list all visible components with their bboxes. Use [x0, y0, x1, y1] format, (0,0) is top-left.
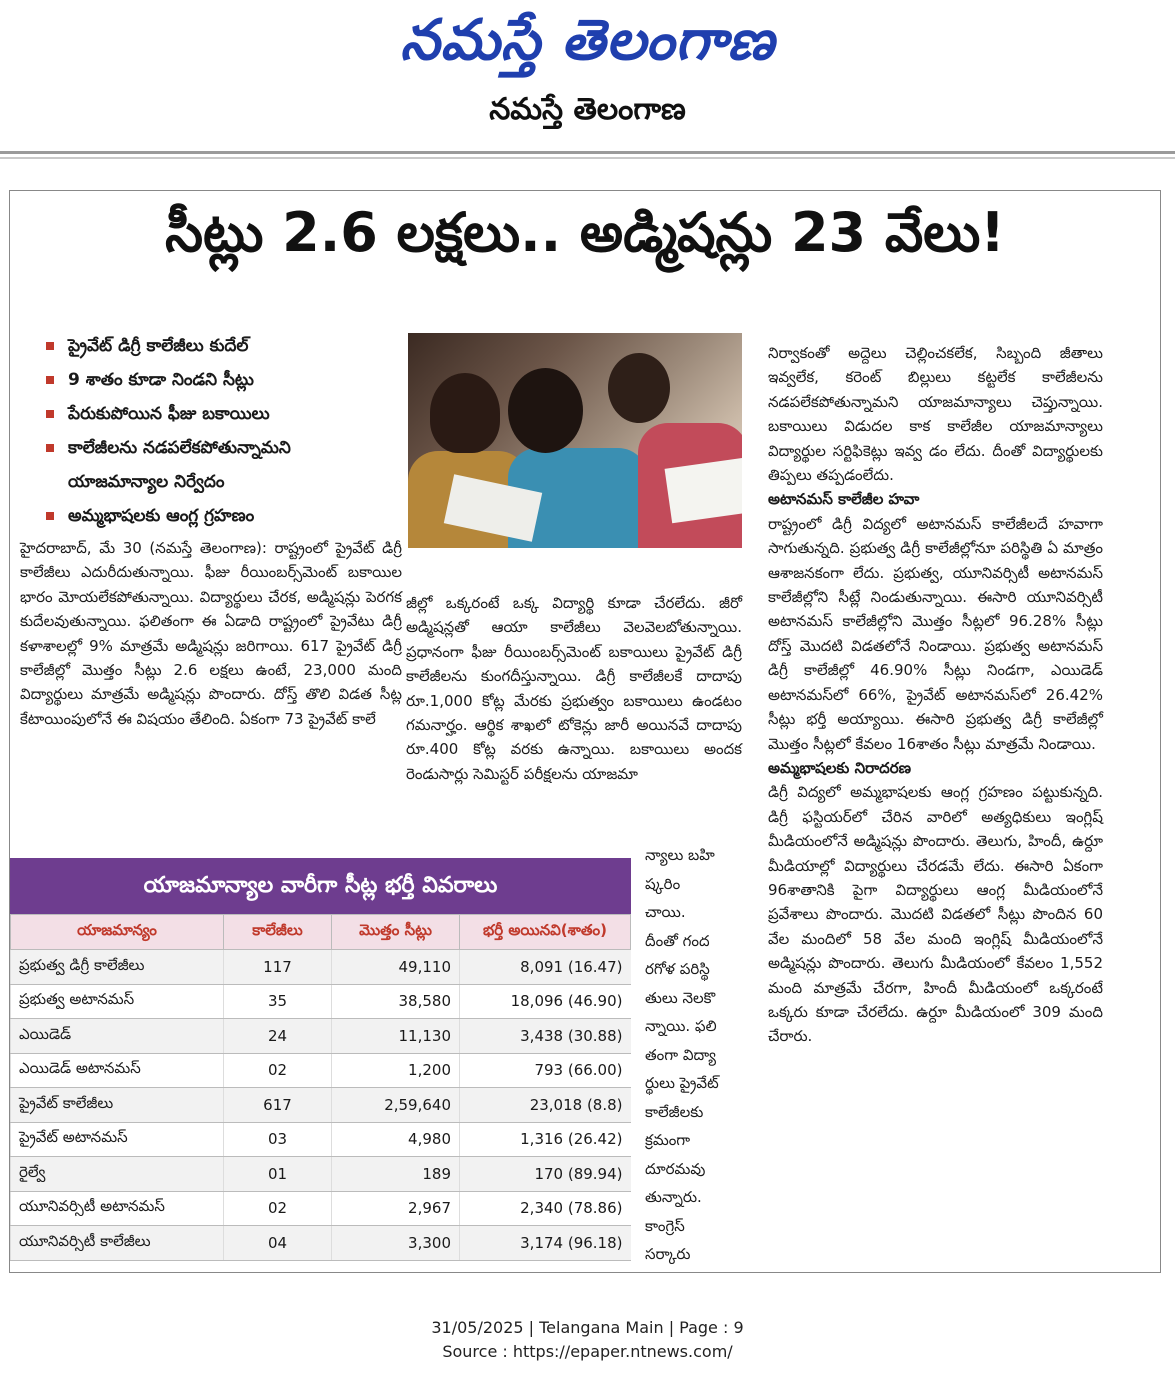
table-row	[11, 1122, 631, 1157]
cell-total-seats: 2,967	[332, 1191, 460, 1226]
header-filled: భర్తీ అయినవి(శాతం)	[460, 915, 631, 950]
highlight-bullets	[40, 329, 410, 533]
narrow-line: తులు నెలకొ	[645, 988, 716, 1007]
article-narrow-column	[645, 841, 745, 1269]
table-title: యాజమాన్యాల వారీగా సీట్ల భర్తీ వివరాలు	[10, 858, 631, 914]
narrow-line: రగోళ పరిస్థి	[645, 960, 710, 978]
bullet-item: పేరుకుపోయిన ఫీజు బకాయిలు	[40, 397, 410, 431]
cell-colleges: 24	[224, 1019, 332, 1054]
cell-filled: 23,018 (8.8)	[460, 1088, 631, 1123]
narrow-line: తంగా విద్యా	[645, 1045, 716, 1064]
cell-management: ప్రైవేట్ కాలేజీలు	[11, 1088, 224, 1123]
table-row	[11, 950, 631, 985]
cell-management: ఎయిడెడ్	[11, 1019, 224, 1054]
seat-fill-table-box	[10, 858, 631, 1272]
bullet-item: కాలేజీలను నడపలేకపోతున్నామని	[40, 431, 410, 465]
cell-colleges: 03	[224, 1122, 332, 1157]
header-total-seats: మొత్తం సీట్లు	[332, 915, 460, 950]
edition-info: 31/05/2025 | Telangana Main | Page : 9	[431, 1318, 744, 1337]
cell-filled: 793 (66.00)	[460, 1053, 631, 1088]
narrow-line: న్నాయి. ఫలి	[645, 1017, 717, 1035]
cell-colleges: 01	[224, 1157, 332, 1192]
header-management: యాజమాన్యం	[11, 915, 224, 950]
narrow-line: కాంగ్రెస్	[645, 1216, 685, 1235]
cell-total-seats: 189	[332, 1157, 460, 1192]
article-subheading: అటానమస్ కాలేజీల హవా	[768, 490, 920, 509]
narrow-line: న్యాలు బహి	[645, 846, 715, 864]
header-colleges: కాలేజీలు	[224, 915, 332, 950]
cell-colleges: 117	[224, 950, 332, 985]
narrow-line: సర్కారు	[645, 1245, 691, 1263]
cell-management: ఎయిడెడ్ అటానమస్	[11, 1053, 224, 1088]
cell-filled: 1,316 (26.42)	[460, 1122, 631, 1157]
newspaper-logo: నమస్తే తెలంగాణ	[400, 8, 775, 73]
cell-colleges: 617	[224, 1088, 332, 1123]
news-article	[9, 190, 1161, 1273]
cell-colleges: 02	[224, 1053, 332, 1088]
article-column-2	[406, 591, 742, 786]
narrow-line: చాయి.	[645, 903, 686, 921]
bullet-item-continued: యాజమాన్యాల నిర్వేదం	[68, 472, 225, 492]
article-paragraph: డిగ్రీ విద్యలో అమ్మభాషలకు ఆంగ్ల గ్రహణం పట్టుకున్నది. డిగ్రీ ఫస్టియర్‌లో చేరిన వారిలో అత్యధికులు ఇంగ్లిష్ మీడియంలోనే అడ్మిషన్లు పొందారు. తెలుగు, హిందీ, ఉర్దూ మీడియాల్లో విద్యార్థులు చేరడమే లేదు. ఈసారి ఏకంగా 96శాతానికి పైగా విద్యార్థులు ఆంగ్ల మీడియంలోనే ప్రవేశాలు పొందారు. మొదటి విడతలో సీట్లు పొందిన 60 వేల మందిలో 58 వేల మంది ఇంగ్లిష్ మీడియంలోనే అడ్మిషన్లు పొందారు. తెలుగు మీడియంలో కేవలం 1,552 మంది మాత్రమే చేరగా, హిందీ మీడియంలో ఒక్కరంటే ఒక్కరు కూడా చేరలేదు. ఉర్దూ మీడియంలో 309 మంది చేరారు.	[768, 783, 1103, 1046]
cell-filled: 170 (89.94)	[460, 1157, 631, 1192]
page-footer	[0, 1316, 1175, 1364]
students-photo	[408, 333, 742, 548]
masthead	[0, 0, 1175, 150]
table-row	[11, 1053, 631, 1088]
cell-total-seats: 11,130	[332, 1019, 460, 1054]
table-row	[11, 1019, 631, 1054]
article-column-3	[768, 341, 1103, 1049]
cell-total-seats: 4,980	[332, 1122, 460, 1157]
bullet-item: 9 శాతం కూడా నిండని సీట్లు	[40, 363, 410, 397]
masthead-rule	[0, 151, 1175, 154]
cell-management: ప్రభుత్వ డిగ్రీ కాలేజీలు	[11, 950, 224, 985]
newspaper-subtitle: నమస్తే తెలంగాణ	[489, 92, 686, 127]
cell-colleges: 04	[224, 1226, 332, 1261]
article-subheading: అమ్మభాషలకు నిరాదరణ	[768, 758, 912, 777]
table-row	[11, 1226, 631, 1261]
narrow-line: తున్నారు.	[645, 1188, 702, 1206]
cell-colleges: 35	[224, 984, 332, 1019]
cell-filled: 8,091 (16.47)	[460, 950, 631, 985]
cell-total-seats: 49,110	[332, 950, 460, 985]
cell-filled: 3,438 (30.88)	[460, 1019, 631, 1054]
article-column-1	[20, 536, 402, 731]
cell-filled: 3,174 (96.18)	[460, 1226, 631, 1261]
narrow-line: క్రమంగా	[645, 1131, 691, 1149]
cell-filled: 2,340 (78.86)	[460, 1191, 631, 1226]
source-link: Source : https://epaper.ntnews.com/	[442, 1342, 733, 1361]
cell-total-seats: 38,580	[332, 984, 460, 1019]
seat-fill-table	[10, 914, 631, 1261]
cell-total-seats: 3,300	[332, 1226, 460, 1261]
table-row	[11, 1191, 631, 1226]
article-paragraph: జీల్లో ఒక్కరంటే ఒక్క విద్యార్థి కూడా చేరలేదు. జీరో అడ్మిషన్లతో ఆయా కాలేజీలు వెలవెలబోతున్నాయి. ప్రధానంగా ఫీజు రీయింబర్స్‌మెంట్ బకాయిలు ప్రైవేట్ డిగ్రీ కాలేజీలను కుంగదీస్తున్నాయి. డిగ్రీ కాలేజీలకే దాదాపు రూ.1,000 కోట్ల మేరకు ప్రభుత్వం బకాయిలు ఉండటం గమనార్హం. ఆర్థిక శాఖలో టోకెన్లు జారీ అయినవే దాదాపు రూ.400 కోట్ల వరకు ఉన్నాయి. బకాయిలు అందక రెండుసార్లు సెమిస్టర్ పరీక్షలను యాజమా	[406, 594, 742, 783]
cell-filled: 18,096 (46.90)	[460, 984, 631, 1019]
cell-management: ప్రైవేట్ అటానమస్	[11, 1122, 224, 1157]
cell-management: యూనివర్సిటీ అటానమస్	[11, 1191, 224, 1226]
article-paragraph: హైదరాబాద్, మే 30 (నమస్తే తెలంగాణ): రాష్ట్రంలో ప్రైవేట్ డిగ్రీ కాలేజీలు ఎదురీదుతున్నాయి. ఫీజు రీయింబర్స్‌మెంట్ బకాయిల భారం మోయలేకపోతున్నాయి. విద్యార్థులు చేరక, అడ్మిషన్లు పెరగక కుదేలవుతున్నాయి. ఫలితంగా ఈ ఏడాది రాష్ట్రంలో ప్రైవేటు డిగ్రీ కళాశాలల్లో 9% మాత్రమే అడ్మిషన్లు జరిగాయి. 617 ప్రైవేట్ డిగ్రీ కాలేజీల్లో మొత్తం సీట్లు 2.6 లక్షలు ఉంటే, 23,000 మంది విద్యార్థులు మాత్రమే అడ్మిషన్లు పొందారు. దోస్త్ తొలి విడత సీట్ల కేటాయింపులోనే ఈ విషయం తేలింది. ఏకంగా 73 ప్రైవేట్ కాలే	[20, 539, 402, 728]
table-header-row	[11, 915, 631, 950]
article-paragraph: రాష్ట్రంలో డిగ్రీ విద్యలో అటానమస్ కాలేజీలదే హవాగా సాగుతున్నది. ప్రభుత్వ డిగ్రీ కాలేజీల్లోనూ పరిస్థితి ఏ మాత్రం ఆశాజనకంగా లేదు. ప్రభుత్వ, యూనివర్సిటీ అటానమస్ కాలేజీల్లోని సీట్లే నిండుతున్నాయి. ఈసారి యూనివర్సిటీ అటానమస్ కాలేజీల్లోని మొత్తం సీట్లలో 96.28% సీట్లు దోస్త్ మొదటి విడతలోనే నిండాయి. ప్రభుత్వ అటానమస్ డిగ్రీ కాలేజీల్లో 46.90% సీట్లు నిండగా, ఎయిడెడ్ అటానమస్‌లో 66%, ప్రైవేట్ అటానమస్‌లో 26.42% సీట్లు భర్తీ అయ్యాయి. ఈసారి ప్రభుత్వ డిగ్రీ కాలేజీల్లో మొత్తం సీట్లలో కేవలం 16శాతం సీట్లు మాత్రమే నిండాయి.	[768, 514, 1103, 753]
table-row	[11, 1157, 631, 1192]
cell-management: యూనివర్సిటీ కాలేజీలు	[11, 1226, 224, 1261]
cell-management: ప్రభుత్వ అటానమస్	[11, 984, 224, 1019]
table-row	[11, 1088, 631, 1123]
cell-colleges: 02	[224, 1191, 332, 1226]
bullet-item: అమ్మభాషలకు ఆంగ్ల గ్రహణం	[40, 499, 410, 533]
cell-total-seats: 2,59,640	[332, 1088, 460, 1123]
narrow-line: దీంతో గంద	[645, 931, 710, 950]
cell-total-seats: 1,200	[332, 1053, 460, 1088]
table-row	[11, 984, 631, 1019]
narrow-line: దూరమవు	[645, 1159, 706, 1178]
article-paragraph: నిర్వాకంతో అద్దెలు చెల్లించకలేక, సిబ్బంది జీతాలు ఇవ్వలేక, కరెంట్ బిల్లులు కట్టలేక కాలేజీలను నడపలేకపోతున్నామని యాజమాన్యాలు చెప్తున్నాయి. బకాయిలు విడుదల కాక కాలేజీల యాజమాన్యాలు విద్యార్థుల సర్టిఫికెట్లు ఇవ్వ డం లేదు. దీంతో విద్యార్థులకు తిప్పలు తప్పడంలేదు.	[768, 344, 1103, 485]
narrow-line: ష్కరిం	[645, 874, 681, 893]
masthead-rule-thin	[0, 157, 1175, 159]
narrow-line: కాలేజీలకు	[645, 1102, 704, 1121]
narrow-line: ర్థులు ప్రైవేట్	[645, 1074, 719, 1092]
bullet-item: ప్రైవేట్ డిగ్రీ కాలేజీలు కుదేల్	[40, 329, 410, 363]
article-headline: సీట్లు 2.6 లక్షలు.. అడ్మిషన్లు 23 వేలు!	[165, 201, 1005, 264]
cell-management: రైల్వే	[11, 1157, 224, 1192]
